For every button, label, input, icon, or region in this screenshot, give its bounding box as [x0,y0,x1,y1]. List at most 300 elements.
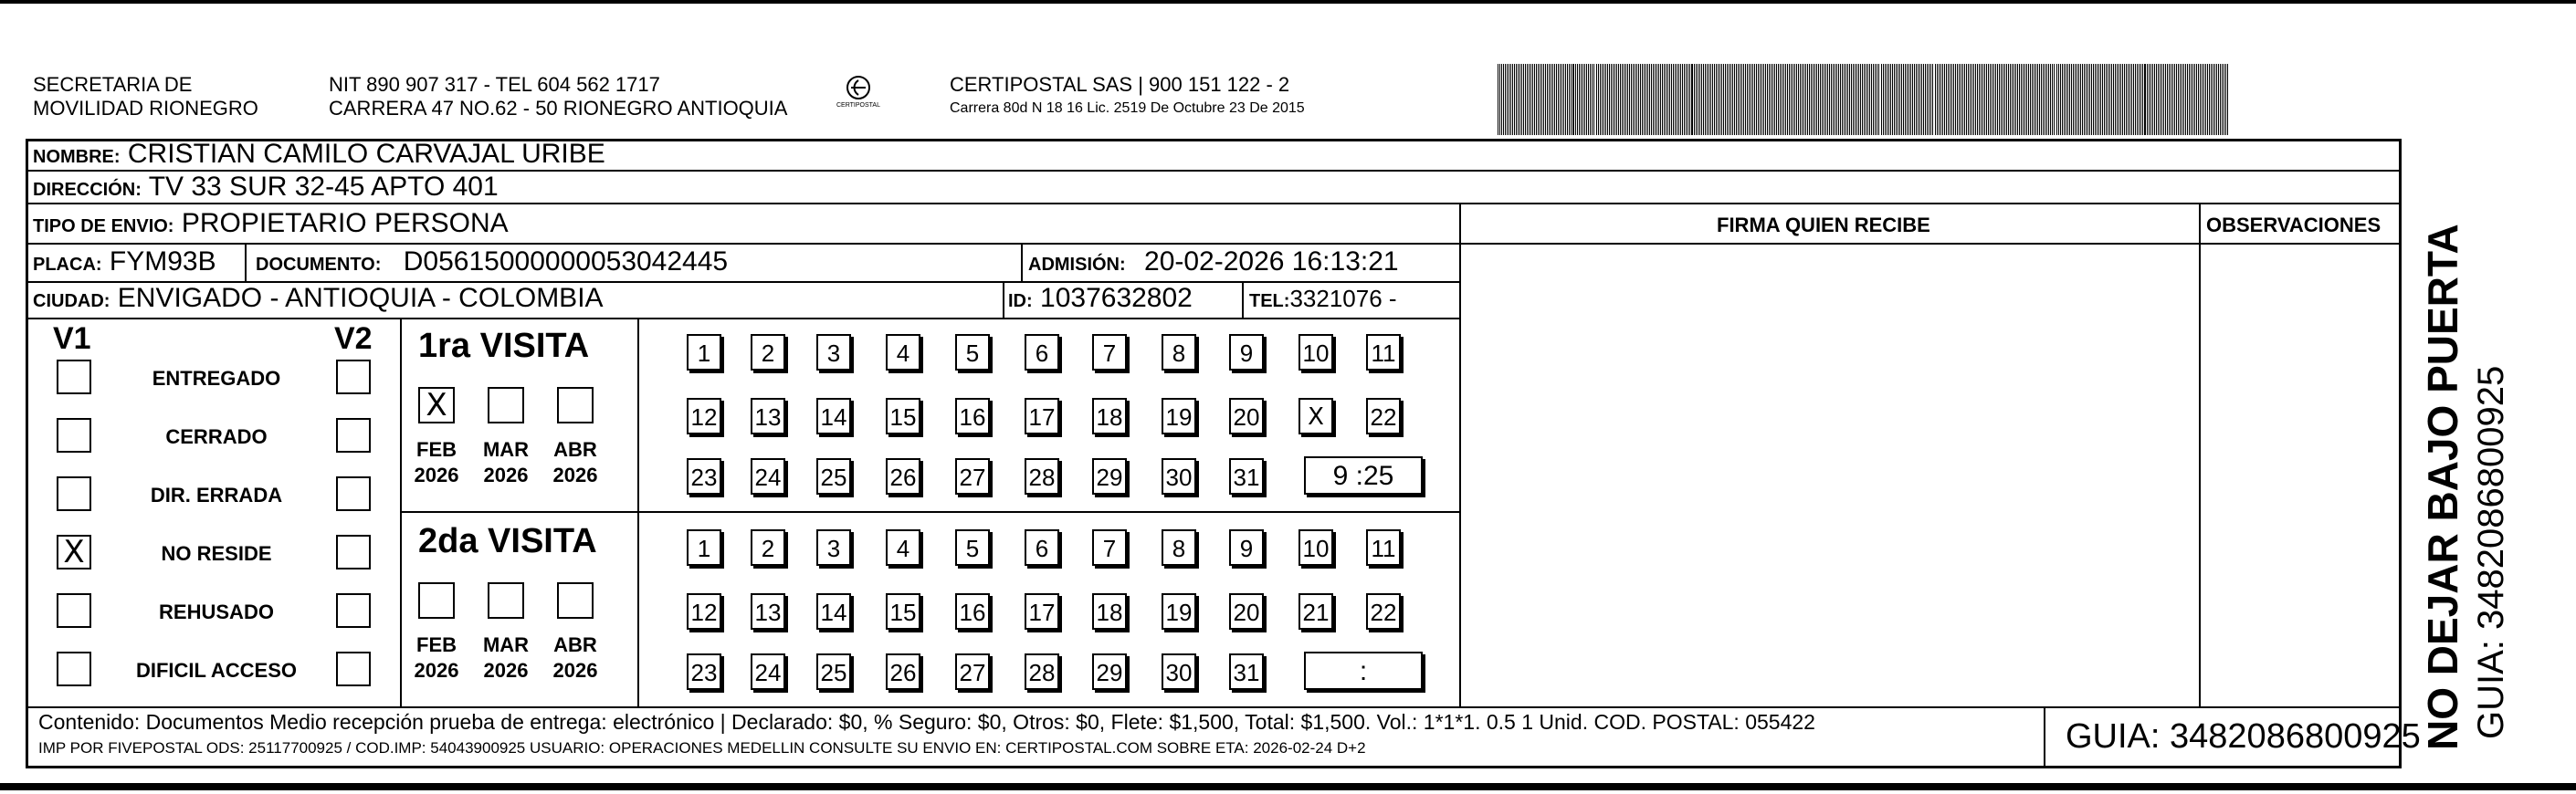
barcode-bar [1705,64,1706,135]
org-line-2: MOVILIDAD RIONEGRO [33,97,258,120]
barcode-bar [1712,64,1713,135]
org-line-1: SECRETARIA DE [33,73,193,96]
day-box: 30 [1162,458,1196,495]
barcode-bar [2207,64,2208,135]
barcode-bar [1927,64,1928,135]
barcode-bar [2189,64,2190,135]
barcode-bar [2139,64,2140,135]
barcode-bar [2200,64,2201,135]
day-box: 16 [955,593,990,630]
id-value: 1037632802 [1040,283,1193,313]
barcode-bar [1986,64,1987,135]
barcode-bar [1798,64,1799,135]
day-box: 3 [816,334,851,371]
barcode-bar [1925,64,1926,135]
barcode-bar [2024,64,2025,135]
barcode-bar [1867,64,1868,135]
barcode-bar [1725,64,1726,135]
barcode-bar [1847,64,1848,135]
observaciones-left-border [2199,203,2201,706]
barcode-bar [1525,64,1526,135]
barcode-bar [2026,64,2027,135]
barcode-bar [1684,64,1685,135]
month-checkbox [488,582,524,619]
barcode-bar [2222,64,2223,135]
barcode-bar [2167,64,2168,135]
documento-value: D05615000000053042445 [403,246,729,277]
barcode-bar [2100,64,2101,135]
barcode-bar [2209,64,2210,135]
barcode-bar [2140,64,2141,135]
side-guia: GUIA: 3482086800925 [2471,365,2511,739]
barcode-bar [1896,64,1897,135]
barcode-bar [1756,64,1757,135]
barcode-bar [1656,64,1657,135]
barcode-bar [1545,64,1546,135]
barcode-bar [1966,64,1967,135]
barcode-bar [1997,64,1998,135]
day-box: 4 [886,529,920,566]
barcode-bar [2021,64,2022,135]
status-label: NO RESIDE [161,542,272,565]
barcode-bar [1944,64,1945,135]
tel-row [1249,283,1397,317]
barcode-bar [1603,64,1604,135]
day-box: 6 [1025,334,1059,371]
barcode-bar [2043,64,2044,135]
barcode-bar [1914,64,1915,135]
barcode-bar [1845,64,1846,135]
barcode-bar [1714,64,1715,135]
barcode-bar [1955,64,1956,135]
barcode-bar [2030,64,2031,135]
barcode-bar [1514,64,1515,135]
v2-checkbox [336,535,371,569]
day-box: 2 [751,334,785,371]
barcode-bar [2137,64,2138,135]
barcode-bar [1727,64,1728,135]
barcode-bar [1962,64,1963,135]
barcode-bar [1942,64,1943,135]
barcode-bar [1547,64,1548,135]
barcode-bar [1723,64,1724,135]
barcode-bar [1988,64,1989,135]
barcode-bar [1939,64,1940,135]
barcode-bar [1598,64,1599,135]
barcode-bar [2172,64,2173,135]
barcode-bar [1501,64,1502,135]
month-year: 2026 [483,464,529,486]
barcode-bar [2086,64,2087,135]
barcode-bar [2037,64,2038,135]
barcode-bar [1732,64,1733,135]
barcode-bar [1523,64,1524,135]
barcode-bar [2028,64,2029,135]
month-year: 2026 [552,464,598,486]
months-divider [637,318,639,706]
barcode-bar [2198,64,2199,135]
day-box: 31 [1229,653,1264,690]
v2-checkbox [336,476,371,511]
barcode-bar [1772,64,1773,135]
day-box: 20 [1229,398,1264,434]
barcode-bar [1977,64,1978,135]
barcode-bar [1747,64,1748,135]
barcode-bar [2192,64,2193,135]
footer-guia: GUIA: 3482086800925 [2066,717,2421,756]
barcode-bar [1575,64,1576,135]
admision-row [1028,246,1399,280]
barcode-bar [1892,64,1893,135]
barcode-bar [1721,64,1722,135]
barcode-bar [1794,64,1795,135]
barcode-bar [1696,64,1697,135]
barcode-bar [1644,64,1645,135]
barcode-bar [1758,64,1759,135]
barcode-bar [2149,64,2150,135]
logo-text: CERTIPOSTAL [836,102,880,109]
ciudad-row [33,283,604,317]
barcode-bar [2218,64,2219,135]
barcode-bar [1658,64,1659,135]
barcode-bar [1787,64,1788,135]
barcode-bar [1833,64,1834,135]
barcode-bar [2087,64,2088,135]
org-name [33,73,258,120]
barcode-bar [1518,64,1519,135]
barcode-bar [1761,64,1762,135]
barcode-bar [1894,64,1895,135]
barcode-bar [2169,64,2170,135]
barcode-bar [1682,64,1683,135]
barcode-bar [1519,64,1520,135]
barcode-bar [1856,64,1857,135]
v1-checkbox [57,593,91,628]
barcode-bar [1651,64,1652,135]
barcode-bar [1849,64,1850,135]
barcode-bar [1778,64,1779,135]
barcode-bar [2052,64,2053,135]
barcode-bar [1638,64,1639,135]
barcode-bar [1718,64,1719,135]
barcode-bar [2160,64,2161,135]
barcode-bar [1653,64,1654,135]
barcode-bar [1582,64,1583,135]
barcode-bar [1554,64,1555,135]
barcode-bar [1552,64,1553,135]
barcode-bar [1611,64,1612,135]
tel-divider [1242,281,1244,318]
v2-checkbox [336,593,371,628]
barcode-bar [2097,64,2098,135]
barcode-bar [1543,64,1544,135]
guia-divider [2044,706,2045,768]
barcode-bar [1730,64,1731,135]
barcode-bar [1620,64,1621,135]
day-box: 21 [1299,593,1333,630]
month-year: 2026 [414,464,459,486]
barcode-bar [2156,64,2157,135]
month-label: FEB [416,438,457,461]
day-box: 31 [1229,458,1264,495]
barcode-bar [2178,64,2179,135]
firma-left-border [1459,203,1461,706]
barcode-bar [1655,64,1656,135]
barcode-bar [2048,64,2049,135]
barcode-bar [2082,64,2083,135]
barcode-bar [1780,64,1781,135]
barcode-bar [2115,64,2116,135]
barcode-bar [2056,64,2057,135]
barcode-bar [1625,64,1626,135]
barcode-bar [2071,64,2072,135]
barcode-bar [1503,64,1504,135]
barcode-bar [2084,64,2085,135]
barcode-bar [1919,64,1920,135]
status-label: ENTREGADO [152,367,281,390]
day-box: 19 [1162,593,1196,630]
barcode-bar [1995,64,1996,135]
day-box: 25 [816,458,851,495]
barcode-bar [1538,64,1539,135]
barcode-bar [1532,64,1533,135]
barcode-bar [1588,64,1589,135]
day-box: 30 [1162,653,1196,690]
barcode-bar [2163,64,2164,135]
placa-divider [245,243,247,281]
firma-header: FIRMA QUIEN RECIBE [1717,214,1930,236]
barcode-bar [2050,64,2051,135]
day-box: 19 [1162,398,1196,434]
barcode-bar [2013,64,2014,135]
barcode-bar [2054,64,2055,135]
documento-label: DOCUMENTO: [256,255,382,275]
barcode-bar [2058,64,2059,135]
id-label: ID: [1008,291,1033,311]
day-box: 2 [751,529,785,566]
day-box: 11 [1366,334,1401,371]
barcode-bar [1932,64,1933,135]
barcode-bar [1636,64,1637,135]
barcode-bar [1673,64,1674,135]
barcode-bar [2196,64,2197,135]
barcode-bar [2046,64,2047,135]
direccion-value: TV 33 SUR 32-45 APTO 401 [148,172,499,202]
barcode-bar [1577,64,1578,135]
id-divider [1003,281,1004,318]
barcode-bar [1512,64,1513,135]
barcode-bar [2194,64,2195,135]
admision-divider [1021,243,1023,281]
barcode-bar [2147,64,2148,135]
barcode-bar [1855,64,1856,135]
barcode-bar [1572,64,1574,135]
time-box: : [1304,652,1423,690]
barcode-bar [1510,64,1511,135]
status-label: DIR. ERRADA [150,484,283,507]
barcode-bar [1590,64,1591,135]
barcode-bar [1701,64,1702,135]
barcode-bar [2111,64,2112,135]
barcode-bar [2032,64,2033,135]
month-label: ABR [553,633,597,656]
barcode-bar [2012,64,2013,135]
company-line-1: CERTIPOSTAL SAS | 900 151 122 - 2 [950,73,1290,96]
day-box: 29 [1092,653,1127,690]
barcode-bar [1829,64,1830,135]
barcode-bar [1796,64,1797,135]
barcode-bar [1529,64,1530,135]
barcode-bar [2039,64,2040,135]
day-box: 23 [687,653,721,690]
barcode-bar [2216,64,2217,135]
month-label: MAR [482,633,530,656]
observaciones-header: OBSERVACIONES [2206,214,2381,236]
barcode-bar [1888,64,1889,135]
barcode-bar [1957,64,1958,135]
barcode-bar [1948,64,1949,135]
barcode-bar [1703,64,1704,135]
nombre-value: CRISTIAN CAMILO CARVAJAL URIBE [127,139,605,169]
barcode-bar [1785,64,1786,135]
barcode-bar [2091,64,2092,135]
barcode-bar [2133,64,2134,135]
org-nit [329,73,787,120]
tipo-label: TIPO DE ENVIO: [33,216,174,236]
day-box: 16 [955,398,990,434]
barcode-bar [1521,64,1522,135]
barcode-bar [1910,64,1911,135]
barcode-bar [1858,64,1859,135]
barcode-bar [1771,64,1772,135]
barcode-bar [1993,64,1994,135]
barcode-bar [1923,64,1924,135]
barcode-bar [1671,64,1672,135]
barcode-bar [1873,64,1874,135]
barcode-bar [1586,64,1587,135]
barcode-bar [1971,64,1972,135]
barcode-bar [2095,64,2096,135]
barcode-bar [2183,64,2184,135]
barcode-bar [1791,64,1792,135]
barcode-bar [1592,64,1593,135]
day-box: 12 [687,593,721,630]
barcode-bar [1662,64,1663,135]
barcode-bar [1783,64,1784,135]
barcode-bar [2075,64,2076,135]
barcode-bar [1802,64,1803,135]
barcode-bar [1560,64,1561,135]
ciudad-value: ENVIGADO - ANTIOQUIA - COLOMBIA [117,283,604,313]
barcode-bar [1741,64,1742,135]
barcode-bar [1774,64,1775,135]
header-divider [1459,243,2402,245]
month-year: 2026 [483,659,529,682]
month-checkbox [557,582,594,619]
barcode-bar [1507,64,1508,135]
barcode-bar [2122,64,2123,135]
top-border [0,0,2576,4]
barcode-bar [1840,64,1841,135]
v2-checkbox [336,360,371,394]
barcode-bar [1805,64,1806,135]
barcode-bar [1935,64,1936,135]
barcode-bar [1999,64,2000,135]
barcode-bar [2128,64,2129,135]
day-box: 24 [751,458,785,495]
barcode-bar [2060,64,2061,135]
barcode-bar [1982,64,1983,135]
barcode-bar [2205,64,2206,135]
barcode-bar [1505,64,1506,135]
barcode-bar [1675,64,1676,135]
barcode-bar [2004,64,2005,135]
barcode-bar [1600,64,1601,135]
barcode-bar [2089,64,2090,135]
day-box: 1 [687,334,721,371]
footer-imp: IMP POR FIVEPOSTAL ODS: 25117700925 / COD.IMP: 54043900925 USUARIO: OPERACIONES MEDELLIN CONSULTE SU ENVIO EN: CERTIPOSTAL.COM SOBRE ETA: 2026-02-24 D+2 [38,739,1366,757]
month-year: 2026 [552,659,598,682]
v1-checkbox [57,652,91,686]
row-divider [26,318,1459,319]
barcode-bar [1602,64,1603,135]
certipostal-logo-icon [831,73,886,110]
barcode-bar [1827,64,1828,135]
barcode-bar [1541,64,1542,135]
tel-label: TEL: [1249,291,1290,311]
barcode-bar [2214,64,2215,135]
barcode-bar [1984,64,1985,135]
barcode-bar [1642,64,1643,135]
barcode-bar [1907,64,1908,135]
day-box: 6 [1025,529,1059,566]
day-box: 3 [816,529,851,566]
side-warning: NO DEJAR BAJO PUERTA [2419,224,2466,750]
barcode-bar [1667,64,1668,135]
barcode-bar [1593,64,1594,135]
barcode-bar [2191,64,2192,135]
barcode-bar [2211,64,2212,135]
barcode-bar [2008,64,2009,135]
barcode-bar [1853,64,1854,135]
day-box: 11 [1366,529,1401,566]
barcode-bar [1629,64,1630,135]
barcode-bar [1869,64,1870,135]
barcode-bar [2202,64,2203,135]
direccion-label: DIRECCIÓN: [33,180,142,200]
barcode-bar [2019,64,2020,135]
barcode-bar [1579,64,1580,135]
barcode-bar [2064,64,2065,135]
barcode-bar [1556,64,1557,135]
day-box: 26 [886,653,920,690]
barcode-bar [1694,64,1695,135]
barcode-bar [2126,64,2127,135]
day-box: 17 [1025,398,1059,434]
barcode-bar [1649,64,1650,135]
barcode-bar [1569,64,1570,135]
barcode-bar [1851,64,1852,135]
bottom-border [0,783,2576,790]
barcode-bar [1844,64,1845,135]
barcode-bar [1669,64,1670,135]
barcode-bar [1749,64,1750,135]
barcode-bar [2203,64,2204,135]
barcode-bar [1940,64,1941,135]
day-box: 9 [1229,334,1264,371]
barcode-bar [2017,64,2018,135]
barcode-bar [1627,64,1628,135]
